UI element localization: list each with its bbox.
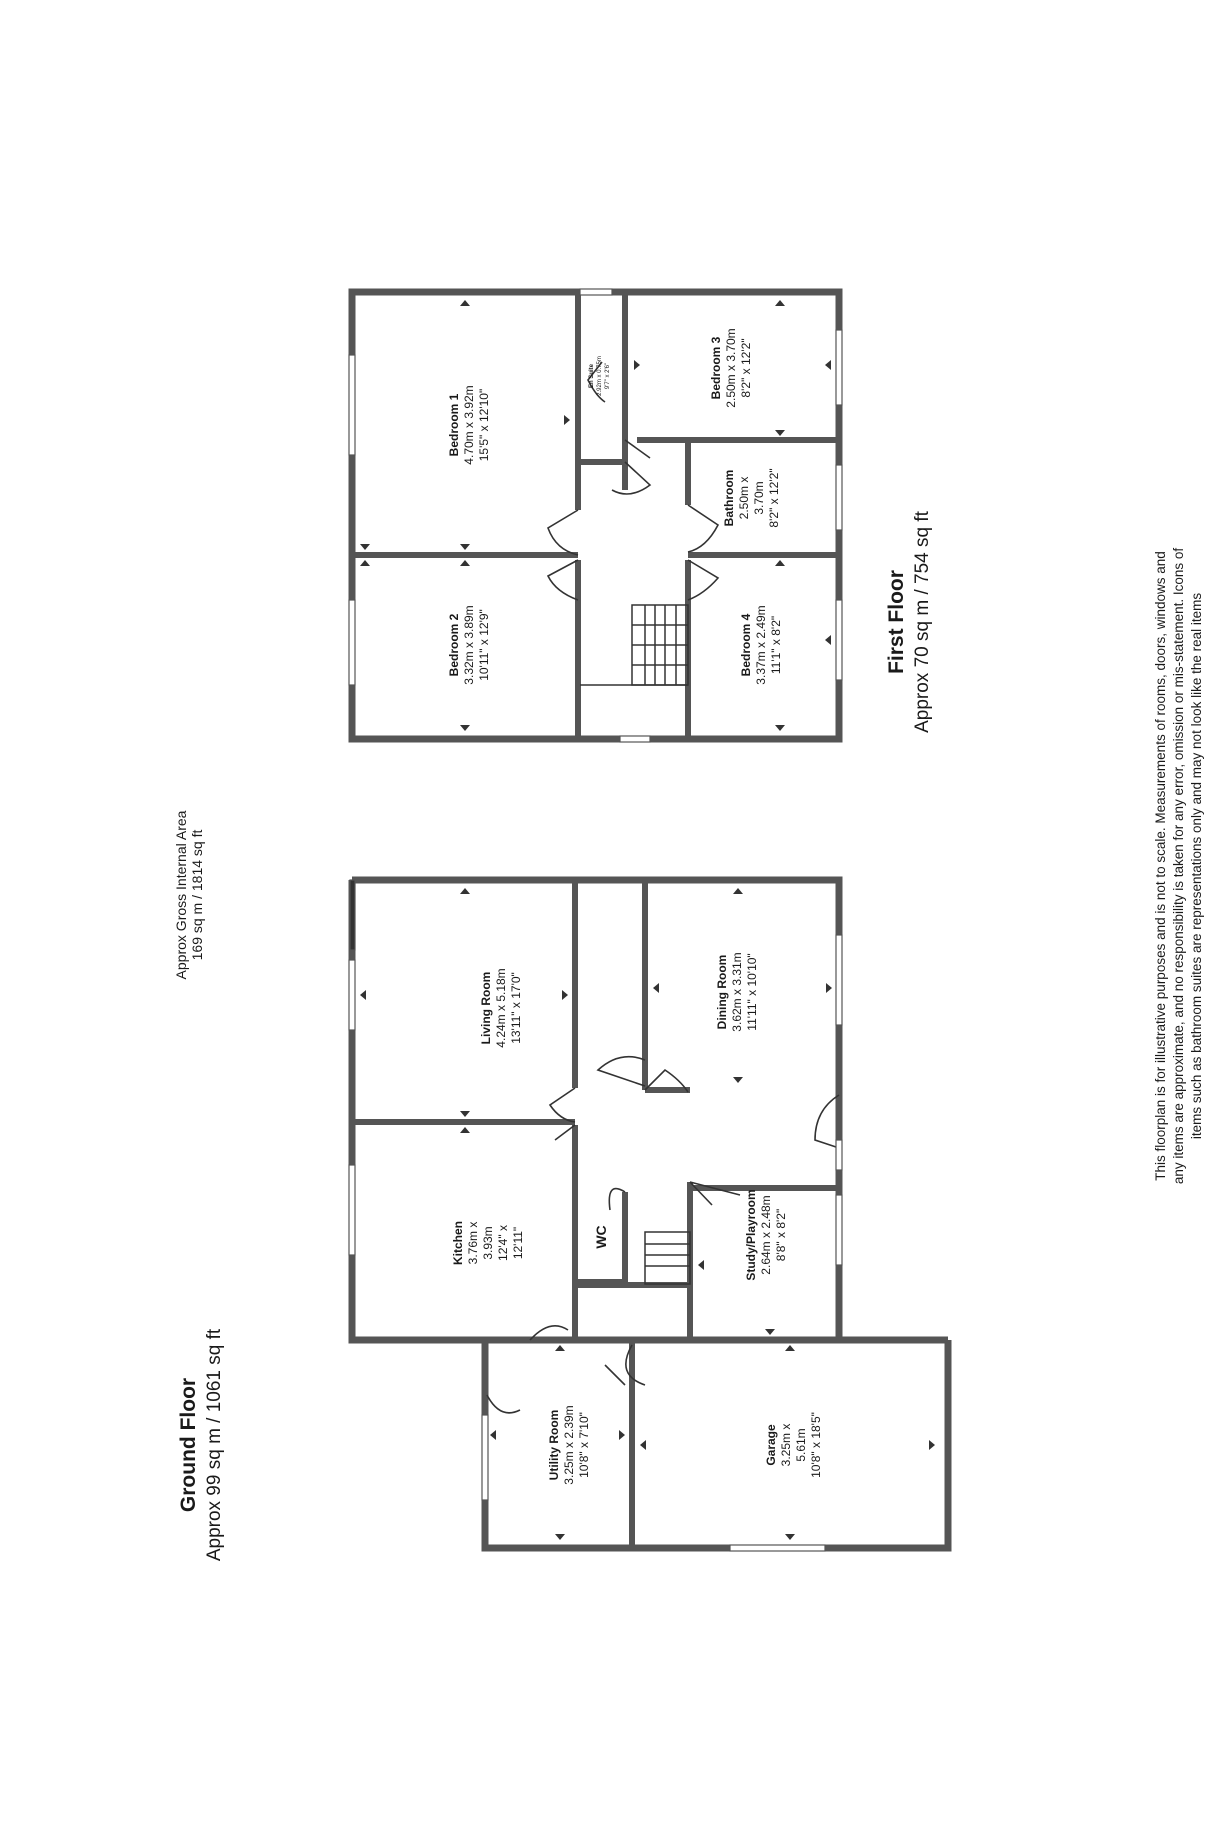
room-metric: 3.25m x [779, 1423, 793, 1467]
room-name: Garage [764, 1424, 778, 1466]
room-imperial: 9'7" x 2'6" [605, 362, 611, 390]
room-metric: 4.24m x 5.18m [494, 968, 508, 1048]
room-name: Bedroom 3 [709, 336, 723, 400]
first-floor-heading [885, 510, 933, 733]
room-imperial: 10'8" x 7'10" [577, 1412, 591, 1478]
room-bedroom-2 [447, 605, 491, 684]
ground-floor-plan [349, 880, 948, 1551]
room-imperial: 10'11" x 12'9" [477, 609, 491, 681]
ground-floor-area: Approx 99 sq m / 1061 sq ft [204, 1328, 225, 1562]
gross-area-value: 169 sq m / 1814 sq ft [189, 829, 205, 961]
room-name: Study/Playroom [744, 1189, 758, 1281]
room-wc [593, 1225, 609, 1248]
room-metric: 3.62m x 3.31m [730, 952, 744, 1032]
first-floor-area: Approx 70 sq m / 754 sq ft [912, 511, 933, 733]
gross-area-label: Approx Gross Internal Area [173, 810, 189, 980]
room-imperial: 8'8" x 8'2" [774, 1208, 788, 1262]
room-metric: 3.25m x 2.39m [562, 1405, 576, 1485]
ground-floor-heading [177, 1328, 225, 1561]
disclaimer [1153, 548, 1204, 1185]
room-imperial: 11'11" x 10'10" [745, 953, 759, 1031]
room-metric: 2.50m x [737, 476, 751, 520]
room-metric: 3.70m [752, 481, 766, 515]
room-living-room [479, 968, 523, 1047]
room-garage [764, 1412, 823, 1478]
room-metric: 4.70m x 3.92m [462, 385, 476, 465]
room-imperial: 8'2" x 12'2" [739, 338, 753, 398]
room-metric: 5.61m [794, 1428, 808, 1462]
room-bedroom-1 [447, 385, 491, 464]
room-metric: 2.50m x 3.70m [724, 328, 738, 408]
room-kitchen [451, 1221, 525, 1265]
room-name: Bedroom 1 [447, 393, 461, 457]
room-imperial: 12'11" [511, 1226, 525, 1260]
room-imperial: 13'11" x 17'0" [509, 972, 523, 1044]
room-name: En Suite [589, 363, 595, 389]
room-name: Kitchen [451, 1220, 465, 1266]
room-bedroom-4 [739, 605, 783, 684]
room-en-suite [589, 356, 611, 396]
room-dining-room [715, 952, 759, 1031]
room-metric: 3.37m x 2.49m [754, 605, 768, 685]
room-name: Dining Room [715, 954, 729, 1030]
room-metric: 2.92m x 0.75m [597, 356, 603, 396]
room-name: Bedroom 4 [739, 613, 753, 677]
room-bathroom [722, 468, 781, 527]
room-name: Living Room [479, 971, 493, 1045]
room-bedroom-3 [709, 328, 753, 407]
disclaimer-line: items such as bathroom suites are representations only and may not look like the real items [1189, 592, 1204, 1140]
disclaimer-line: any items are approximate, and no responsibility is taken for any error, omission or mis-statement. Icons of [1171, 547, 1186, 1185]
room-name: Bathroom [722, 469, 736, 527]
room-imperial: 11'1" x 8'2" [769, 615, 783, 675]
room-study-playroom [744, 1189, 788, 1280]
room-metric: 3.32m x 3.89m [462, 605, 476, 685]
room-metric: 3.93m [481, 1226, 495, 1260]
room-name: Utility Room [547, 1409, 561, 1481]
room-metric: 3.76m x [466, 1221, 480, 1265]
disclaimer-line: This floorplan is for illustrative purposes and is not to scale. Measurements of rooms, doors, windows and [1153, 551, 1168, 1181]
room-utility-room [547, 1405, 591, 1484]
room-metric: 2.64m x 2.48m [759, 1195, 773, 1275]
room-name: WC [593, 1225, 609, 1249]
room-imperial: 10'8" x 18'5" [809, 1412, 823, 1478]
first-floor-title: First Floor [885, 570, 908, 674]
room-imperial: 15'5" x 12'10" [477, 388, 491, 462]
ground-floor-title: Ground Floor [177, 1377, 200, 1513]
room-imperial: 12'4" x [496, 1225, 510, 1261]
room-name: Bedroom 2 [447, 613, 461, 677]
room-imperial: 8'2" x 12'2" [767, 468, 781, 528]
